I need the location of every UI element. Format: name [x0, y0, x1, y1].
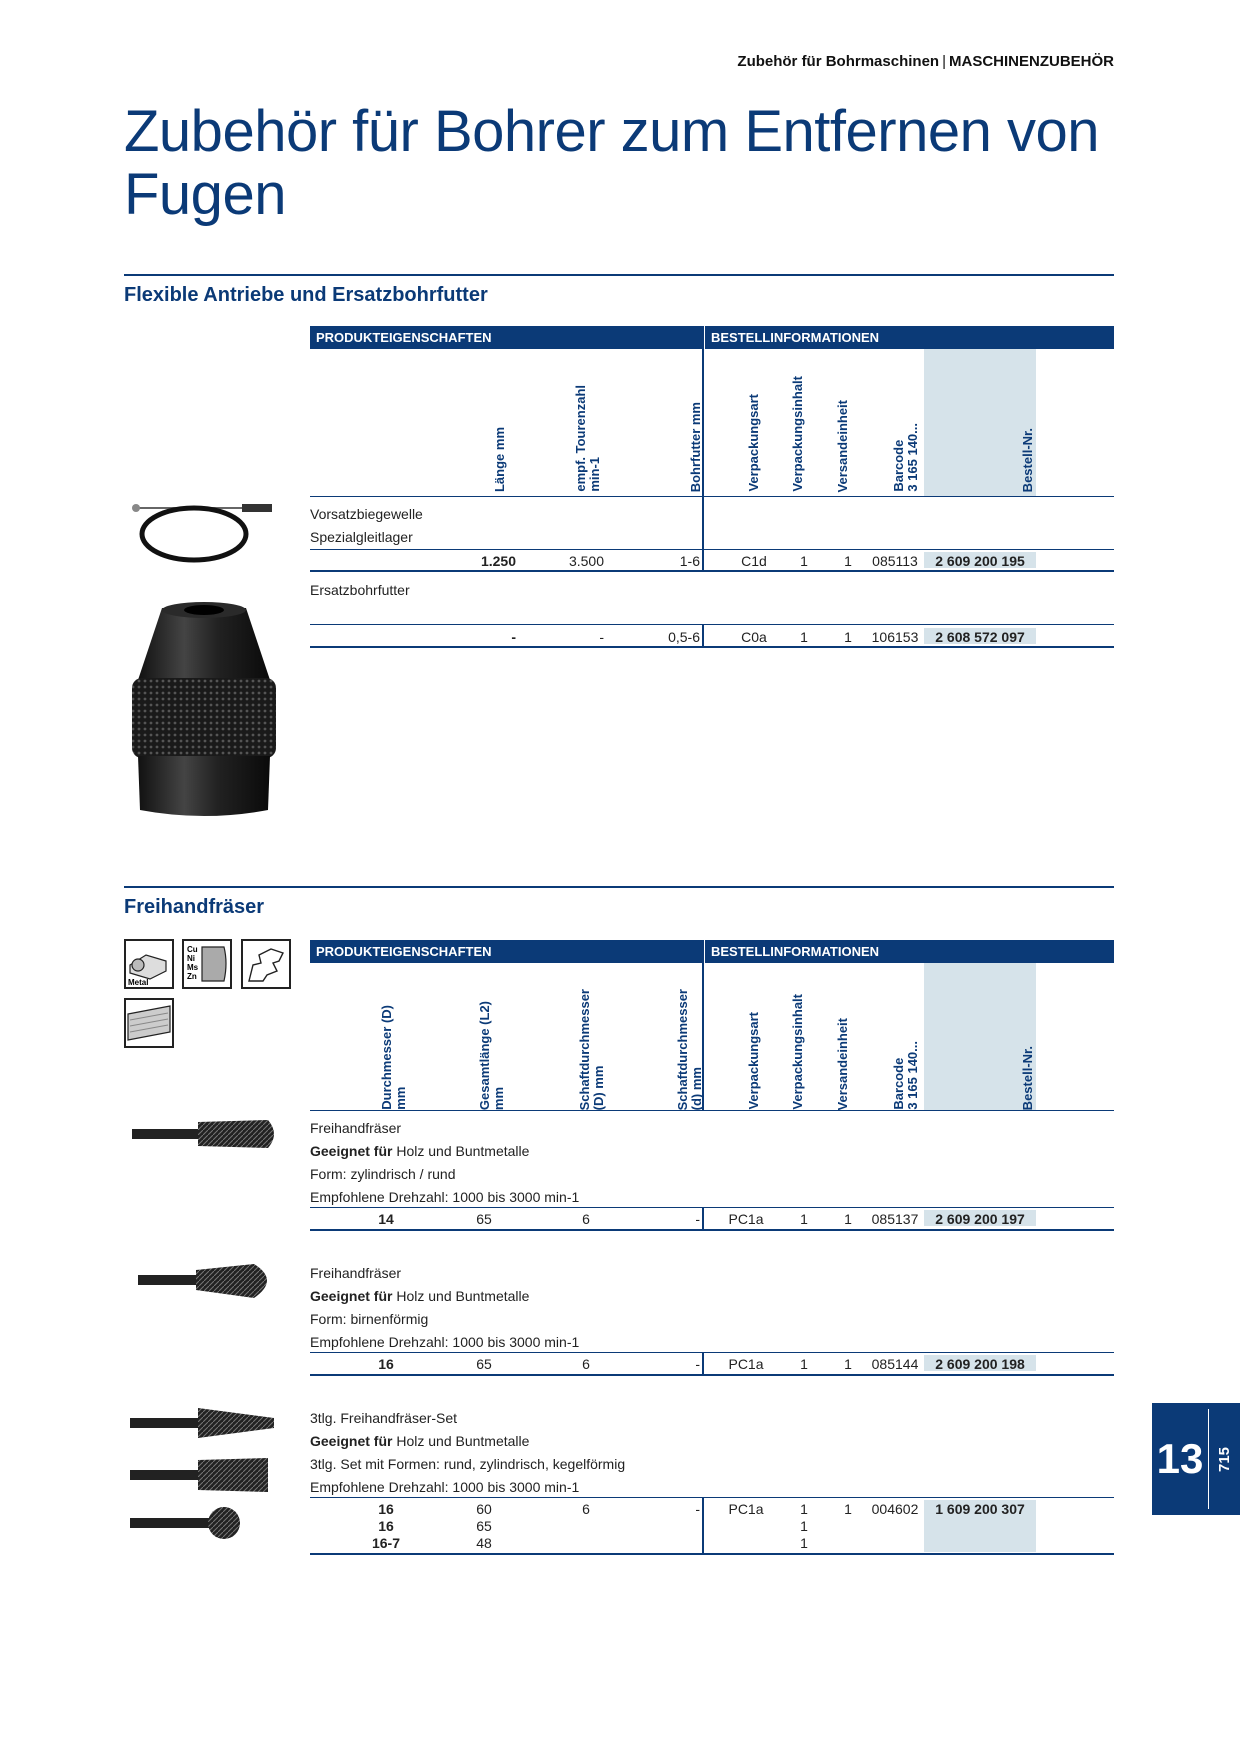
product-table-freihandfraeser: [310, 940, 1114, 1556]
product-form: Form: zylindrisch / rund: [310, 1166, 456, 1182]
section-divider: [124, 886, 1114, 888]
drill-chuck-image: [124, 600, 284, 820]
product-table-flexible: [310, 326, 1114, 652]
cell-verpackungsinhalt: 1: [800, 553, 808, 569]
cell-barcode: 085137: [871, 1211, 919, 1227]
cell-durchmesser: 16: [378, 1518, 394, 1534]
breadcrumb-category: Zubehör für Bohrmaschinen: [737, 53, 940, 70]
col-verpackungsart: Verpackungsart: [746, 394, 761, 492]
cell-barcode: 085113: [872, 553, 918, 569]
shaped-profile-icon: [241, 939, 291, 989]
cell-durchmesser: 16-7: [371, 1535, 401, 1551]
cell-durchmesser: 16: [378, 1356, 394, 1372]
product-form: 3tlg. Set mit Formen: rund, zylindrisch, kegelförmig: [310, 1456, 626, 1472]
product-name: Freihandfräser: [310, 1265, 402, 1281]
header-rule: [310, 496, 1114, 497]
col-bestell-nr: Bestell-Nr.: [1020, 427, 1035, 492]
cell-verpackungsinhalt: 1: [800, 1501, 808, 1517]
flexible-shaft-image: [124, 498, 284, 568]
page-title: Zubehör für Bohrer zum Entfernen von Fugen: [124, 99, 1099, 227]
cell-verpackungsart: C1d: [741, 553, 767, 569]
cell-verpackungsinhalt: 1: [800, 1518, 808, 1534]
chapter-tab: [1152, 1403, 1240, 1515]
col-verpackungsinhalt: Verpackungsinhalt: [790, 376, 805, 492]
cell-versandeinheit: 1: [844, 1211, 852, 1227]
breadcrumb-section: MASCHINENZUBEHÖR: [949, 53, 1114, 70]
col-durchmesser: Durchmesser (D) mm: [379, 1005, 408, 1110]
cell-gesamtlaenge: 65: [476, 1211, 492, 1227]
cell-durchmesser: 16: [378, 1501, 394, 1517]
cell-gesamtlaenge: 65: [476, 1518, 492, 1534]
cell-laenge: -: [511, 629, 516, 645]
svg-text:Metal: Metal: [128, 978, 149, 987]
cylindrical-burr-image: [128, 1110, 288, 1160]
header-bar-properties: PRODUKTEIGENSCHAFTEN: [310, 326, 702, 349]
cell-bohrfutter: 1-6: [679, 553, 700, 569]
cell-verpackungsart: PC1a: [728, 1356, 764, 1372]
cell-barcode: 085144: [871, 1356, 919, 1372]
col-schaftdurchmesser-D: Schaftdurchmesser (D) mm: [577, 988, 606, 1110]
header-bar-ordering: BESTELLINFORMATIONEN: [705, 940, 1114, 963]
wood-board-icon: [124, 998, 174, 1048]
chapter-number: 13: [1156, 1435, 1204, 1482]
product-speed: Empfohlene Drehzahl: 1000 bis 3000 min-1: [310, 1479, 580, 1495]
col-tourenzahl: empf. Tourenzahl min-1: [573, 385, 602, 492]
col-barcode: Barcode 3 165 140...: [891, 1041, 920, 1110]
cell-schaft-D: 6: [582, 1501, 590, 1517]
cell-versandeinheit: 1: [844, 1356, 852, 1372]
cell-schaft-d: -: [695, 1211, 700, 1227]
svg-text:Zn: Zn: [187, 972, 197, 981]
cell-verpackungsinhalt: 1: [800, 1356, 808, 1372]
col-bohrfutter: Bohrfutter mm: [688, 401, 703, 492]
pear-burr-image: [134, 1256, 284, 1306]
burr-set-image: [128, 1402, 288, 1542]
cell-gesamtlaenge: 60: [476, 1501, 492, 1517]
product-suitability: Geeignet für Holz und Buntmetalle: [310, 1288, 530, 1304]
col-laenge: Länge mm: [492, 426, 507, 492]
svg-text:Ms: Ms: [187, 963, 199, 972]
cell-verpackungsinhalt: 1: [800, 629, 808, 645]
col-verpackungsinhalt: Verpackungsinhalt: [790, 994, 805, 1110]
breadcrumb-separator: |: [942, 53, 946, 70]
cell-versandeinheit: 1: [844, 1501, 852, 1517]
cell-bestell-nr: 2 609 200 195: [935, 553, 1025, 569]
product-name: Ersatzbohrfutter: [310, 582, 410, 598]
cell-tourenzahl: 3.500: [568, 553, 604, 569]
nonferrous-metal-icon: [182, 939, 232, 989]
cell-bestell-nr: 2 609 200 197: [935, 1211, 1025, 1227]
product-form: Form: birnenförmig: [310, 1311, 429, 1327]
metal-profile-icon: [124, 939, 174, 989]
product-suitability: Geeignet für Holz und Buntmetalle: [310, 1143, 530, 1159]
product-detail: Spezialgleitlager: [310, 529, 413, 545]
cell-versandeinheit: 1: [844, 553, 852, 569]
cell-tourenzahl: -: [599, 629, 604, 645]
cell-schaft-D: 6: [582, 1356, 590, 1372]
cell-verpackungsinhalt: 1: [800, 1211, 808, 1227]
svg-text:Cu: Cu: [187, 945, 198, 954]
header-bar-properties: PRODUKTEIGENSCHAFTEN: [310, 940, 702, 963]
product-speed: Empfohlene Drehzahl: 1000 bis 3000 min-1: [310, 1334, 580, 1350]
page-number: 715: [1216, 1446, 1233, 1472]
svg-text:Ni: Ni: [187, 954, 195, 963]
cell-barcode: 004602: [871, 1501, 919, 1517]
section-divider: [124, 274, 1114, 276]
col-verpackungsart: Verpackungsart: [746, 1012, 761, 1110]
cell-bestell-nr: 2 608 572 097: [935, 629, 1025, 645]
cell-gesamtlaenge: 65: [476, 1356, 492, 1372]
cell-gesamtlaenge: 48: [476, 1535, 492, 1551]
product-suitability: Geeignet für Holz und Buntmetalle: [310, 1433, 530, 1449]
cell-barcode: 106153: [871, 629, 919, 645]
header-bar-ordering: BESTELLINFORMATIONEN: [705, 326, 1114, 349]
product-name: Freihandfräser: [310, 1120, 402, 1136]
cell-bestell-nr: 1 609 200 307: [935, 1501, 1025, 1517]
col-gesamtlaenge: Gesamtlänge (L2) mm: [477, 1000, 506, 1110]
cell-verpackungsart: PC1a: [728, 1501, 764, 1517]
product-speed: Empfohlene Drehzahl: 1000 bis 3000 min-1: [310, 1189, 580, 1205]
cell-durchmesser: 14: [378, 1211, 394, 1227]
cell-verpackungsinhalt: 1: [800, 1535, 808, 1551]
cell-bohrfutter: 0,5-6: [668, 629, 700, 645]
product-name: 3tlg. Freihandfräser-Set: [310, 1410, 458, 1426]
section-title-freihandfraeser: Freihandfräser: [124, 896, 265, 918]
cell-schaft-d: -: [695, 1501, 700, 1517]
cell-verpackungsart: C0a: [741, 629, 767, 645]
cell-bestell-nr: 2 609 200 198: [935, 1356, 1025, 1372]
col-versandeinheit: Versandeinheit: [835, 1017, 850, 1110]
cell-verpackungsart: PC1a: [728, 1211, 764, 1227]
col-barcode: Barcode 3 165 140...: [891, 423, 920, 492]
section-title-flexible: Flexible Antriebe und Ersatzbohrfutter: [124, 284, 488, 306]
cell-schaft-D: 6: [582, 1211, 590, 1227]
cell-schaft-d: -: [695, 1356, 700, 1372]
breadcrumb: [737, 53, 1114, 70]
cell-versandeinheit: 1: [844, 629, 852, 645]
col-bestell-nr: Bestell-Nr.: [1020, 1045, 1035, 1110]
col-versandeinheit: Versandeinheit: [835, 399, 850, 492]
col-schaftdurchmesser-d: Schaftdurchmesser (d) mm: [675, 988, 704, 1110]
cell-laenge: 1.250: [480, 553, 516, 569]
product-name: Vorsatzbiegewelle: [310, 506, 423, 522]
